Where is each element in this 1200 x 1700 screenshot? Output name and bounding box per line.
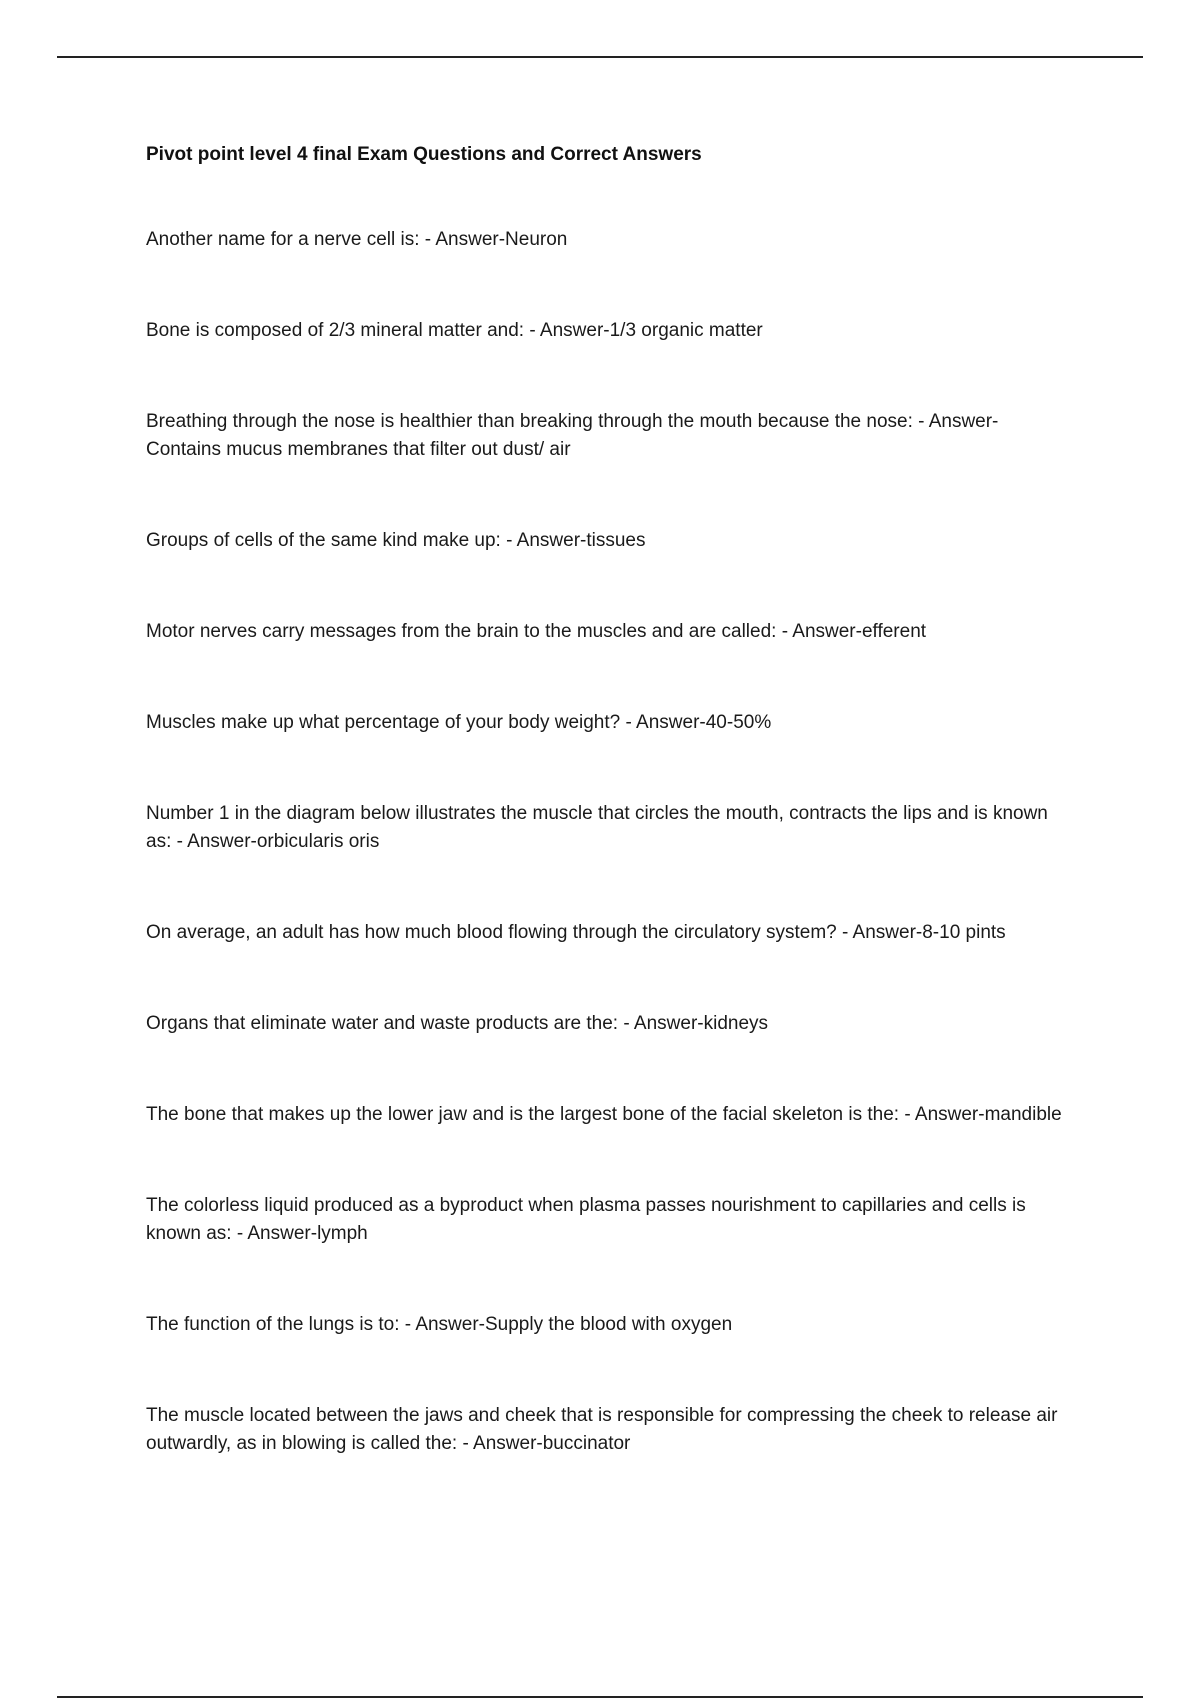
document-title: Pivot point level 4 final Exam Questions and Correct Answers bbox=[146, 144, 702, 165]
qa-item: The function of the lungs is to: - Answer-Supply the blood with oxygen bbox=[146, 1314, 733, 1335]
header-rule bbox=[57, 56, 1143, 58]
qa-item: The muscle located between the jaws and cheek that is responsible for compressing the cheek to release air outwardly, as in blowing is called the: - Answer-buccinator bbox=[146, 1405, 1058, 1454]
qa-item: On average, an adult has how much blood flowing through the circulatory system? - Answer-8-10 pints bbox=[146, 922, 1006, 943]
qa-item: Another name for a nerve cell is: - Answer-Neuron bbox=[146, 229, 568, 250]
qa-item: The bone that makes up the lower jaw and is the largest bone of the facial skeleton is the: - Answer-mandible bbox=[146, 1104, 1062, 1125]
qa-item: Motor nerves carry messages from the brain to the muscles and are called: - Answer-efferent bbox=[146, 621, 927, 642]
document-body bbox=[146, 140, 1066, 1521]
qa-item: Breathing through the nose is healthier than breaking through the mouth because the nose: - Answer-Contains mucus membranes that filter out dust/ air bbox=[146, 411, 999, 460]
qa-item: Number 1 in the diagram below illustrates the muscle that circles the mouth, contracts the lips and is known as: - Answer-orbicularis oris bbox=[146, 803, 1048, 852]
qa-item: Muscles make up what percentage of your body weight? - Answer-40-50% bbox=[146, 712, 772, 733]
qa-item: Organs that eliminate water and waste products are the: - Answer-kidneys bbox=[146, 1013, 769, 1034]
qa-item: Groups of cells of the same kind make up: - Answer-tissues bbox=[146, 530, 646, 551]
footer-rule bbox=[57, 1696, 1143, 1698]
qa-item: The colorless liquid produced as a byproduct when plasma passes nourishment to capillaries and cells is known as: - Answer-lymph bbox=[146, 1195, 1026, 1244]
qa-item: Bone is composed of 2/3 mineral matter and: - Answer-1/3 organic matter bbox=[146, 320, 763, 341]
